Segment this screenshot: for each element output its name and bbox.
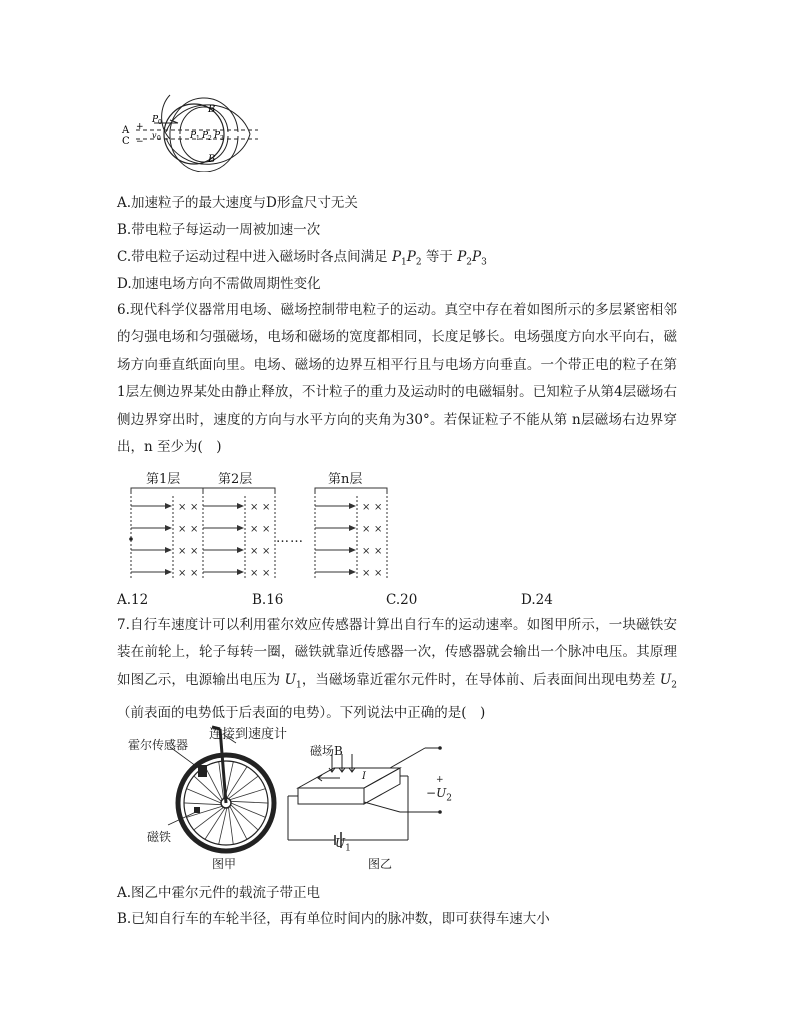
label-U1-figure: $U_1$ [335,836,351,854]
label-layer-2: 第2层 [218,472,253,487]
layer-n-field-arrow [349,525,356,531]
label-C: C [122,136,130,147]
label-B-top: B [208,104,216,115]
layer-2-field-arrow [237,525,244,531]
wheel-spoke [231,801,268,803]
particle-dot [129,537,133,541]
label-magnet: 磁铁 [147,830,172,844]
wheel-spoke [227,767,247,798]
layer-2-cross: × [250,546,259,557]
label-v0-sub: 0 [157,135,161,142]
layer-1-field-arrow [165,547,172,553]
label-layer-1: 第1层 [146,472,181,487]
wheel-spoke [230,806,247,839]
label-P2: P [202,131,209,141]
label-P1-sub: 1 [196,135,200,142]
label-U2-figure: $-U_2$ [426,786,452,804]
label-B-bottom: B [208,154,216,165]
layer-2-field-arrow [237,547,244,553]
label-magnetic-field: 磁场B [310,744,343,758]
wheel-spoke [229,807,234,844]
label-ellipsis: …… [276,531,304,546]
label-fig-b: 图乙 [368,857,393,871]
layer-2-field-arrow [237,569,244,575]
layer-n-cross: × [374,546,383,557]
label-minus: − [136,137,144,147]
layer-n-cross: × [362,568,371,579]
q7-option-a: A.图乙中霍尔元件的载流子带正电 [117,885,321,901]
layer-n-field-arrow [349,569,356,575]
layer-1-bracket [131,488,203,494]
layer-1-cross: × [190,568,199,579]
label-P3: P [214,131,221,141]
q7-option-b: B.已知自行车的车轮半径，再有单位时间内的脉冲数，即可获得车速大小 [117,911,550,927]
layer-n-cross: × [362,546,371,557]
wheel-spoke [205,767,222,800]
layer-1-cross: × [190,524,199,535]
label-fig-a: 图甲 [212,857,237,871]
q5-option-b: B.带电粒子每运动一周被加速一次 [117,222,321,238]
label-P0-sub: 0 [158,119,162,126]
layer-1-field-arrow [165,503,172,509]
layer-2-bracket [203,488,275,494]
q5-option-c: C.带电粒子运动过程中进入磁场时各点间满足 $P_1P_2$ 等于 $P_2P_3$ [117,249,487,268]
layer-1-cross: × [178,524,187,535]
layer-1-field-arrow [165,569,172,575]
label-v0: v [152,131,157,140]
label-P2-sub: 2 [208,135,212,142]
layer-n-cross: × [374,502,383,513]
layer-n-bracket [315,488,387,494]
label-A: A [122,125,130,136]
q5-option-d: D.加速电场方向不需做周期性变化 [117,276,321,292]
layer-n-cross: × [374,524,383,535]
label-connect-meter: 连接到速度计 [209,727,288,742]
layer-1-cross: × [178,502,187,513]
layer-1-field-arrow [165,525,172,531]
q6-option-c: C.20 [386,592,418,608]
label-P3-sub: 3 [220,135,224,142]
q7-question-text: 7.自行车速度计可以利用霍尔效应传感器计算出自行车的运动速率。如图甲所示，一块磁铁安装在前轮上，轮子每转一圈，磁铁就靠近传感器一次，传感器就会输出一个脉冲电压。其原理如图乙示，电源输出电压为 $U_1$，当磁场靠近霍尔元件时，在导体前、后表面间出现电势差 $U_2$（前表面的电势低于后表面的电势）。下列说法中正确的是( ) [117,617,677,721]
q5-option-a: A.加速粒子的最大速度与D形盒尺寸无关 [117,195,358,211]
layer-n-cross: × [362,502,371,513]
label-current-I: I [362,771,366,782]
wheel-spoke [219,808,227,844]
wheel-spoke [205,808,225,839]
label-hall-sensor: 霍尔传感器 [128,738,189,752]
layer-1-cross: × [178,568,187,579]
layer-n-field-arrow [349,547,356,553]
label-plus: + [136,122,144,132]
label-U2-plus: + [436,775,444,785]
hall-element-figure [280,740,460,870]
layer-2-cross: × [250,502,259,513]
layer-n-cross: × [362,524,371,535]
q6-option-a: A.12 [117,592,149,608]
label-layer-n: 第n层 [328,472,363,487]
layer-n-field-arrow [349,503,356,509]
layer-2-cross: × [262,502,271,513]
layer-n-cross: × [374,568,383,579]
q6-option-d: D.24 [521,592,553,608]
layer-1-cross: × [190,502,199,513]
layer-1-cross: × [178,546,187,557]
layer-1-cross: × [190,546,199,557]
q6-option-b: B.16 [252,592,284,608]
cyclotron-figure [118,92,263,172]
layer-2-cross: × [262,546,271,557]
wheel-spoke [184,803,221,805]
layer-2-cross: × [262,524,271,535]
layer-2-cross: × [262,568,271,579]
layer-2-field-arrow [237,503,244,509]
layer-2-cross: × [250,524,259,535]
wheel-spoke [230,789,266,800]
label-P0: P [152,115,159,125]
wheel-spoke [187,806,223,817]
label-P1: P [190,131,197,141]
q6-question-text: 6.现代科学仪器常用电场、磁场控制带电粒子的运动。真空中存在着如图所示的多层紧密相邻的匀强电场和匀强磁场，电场和磁场的宽度都相同，长度足够长。电场强度方向水平向右，磁场方向垂直纸面向里。电场、磁场的边界互相平行且与电场方向垂直。一个带正电的粒子在第1层左侧边界某处由静止释放，不计粒子的重力及运动时的电磁辐射。已知粒子从第4层磁场右侧边界穿出时，速度的方向与水平方向的夹角为30°。若保证粒子不能从第 n层磁场右边界穿出，n 至少为( ) [117,302,677,456]
layer-2-cross: × [250,568,259,579]
